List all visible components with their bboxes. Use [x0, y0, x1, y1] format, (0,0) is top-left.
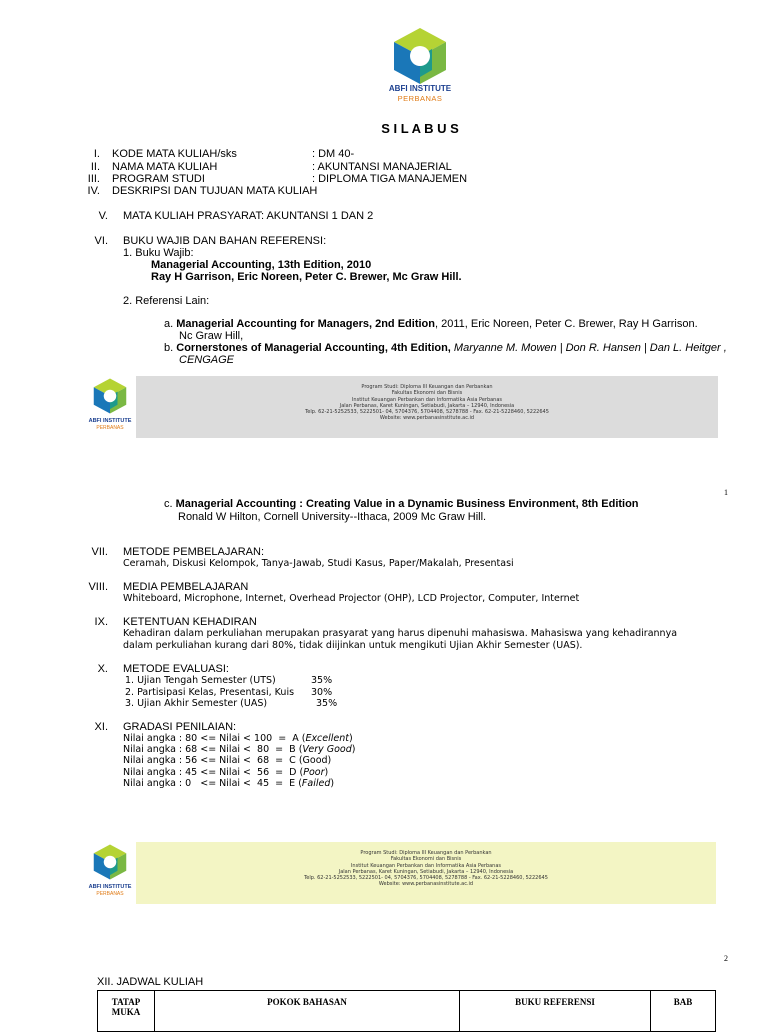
footer-line: Institut Keuangan Perbankan dan Informatika Asia Perbanas	[350, 862, 502, 869]
logo-text-line2: PERBANAS	[397, 94, 443, 103]
buku-wajib-heading	[123, 247, 194, 259]
referensi-a	[164, 318, 724, 330]
gradasi-tail: )	[330, 778, 335, 789]
referensi-c-line2: Ronald W Hilton, Cornell University--Ithaca, 2009 Mc Graw Hill.	[178, 511, 487, 523]
section-number: II.	[90, 161, 100, 173]
header-buku-referensi: BUKU REFERENSI	[460, 991, 651, 1032]
header-pokok-bahasan: POKOK BAHASAN	[155, 991, 460, 1032]
referensi-c	[164, 498, 744, 510]
gradasi-row	[123, 767, 328, 779]
reference-title: Managerial Accounting for Managers, 2nd Edition	[176, 318, 435, 330]
referensi-b-line2: CENGAGE	[179, 354, 235, 366]
table-header-row	[98, 991, 716, 1032]
reference-details: Maryanne M. Mowen | Don R. Hansen | Dan L. Heitger ,	[450, 342, 727, 354]
list-number: a.	[164, 318, 174, 330]
logo-text-line1: ABFI INSTITUTE	[88, 418, 132, 424]
section-number: XI.	[94, 721, 108, 733]
section-value: : DIPLOMA TIGA MANAJEMEN	[312, 173, 468, 185]
footer-line: Institut Keuangan Perbankan dan Informatika Asia Perbanas	[351, 396, 503, 403]
header-muka: MUKA	[111, 1007, 141, 1017]
gradasi-row	[123, 744, 356, 756]
gradasi-grade: Poor	[303, 767, 325, 778]
section-ix-body-1: Kehadiran dalam perkuliahan merupakan prasyarat yang harus dipenuhi mahasiswa. Mahasiswa yang kehadirannya	[123, 628, 678, 639]
referensi-lain-heading: 2. Referensi Lain:	[123, 295, 210, 307]
buku-wajib-authors: Ray H Garrison, Eric Noreen, Peter C. Brewer, Mc Graw Hill.	[151, 271, 462, 283]
section-ix-body-2: dalam perkuliahan kurang dari 80%, tidak diijinkan untuk mengikuti Ujian Akhir Semester (UAS).	[123, 640, 583, 651]
footer-line: Telp. 62-21-5252533, 5222501- 04, 5704376, 5704408, 5278788 - Fax. 62-21-5228460, 5222645	[304, 875, 548, 882]
section-number: X.	[97, 663, 108, 675]
list-label: Buku Wajib:	[135, 247, 194, 259]
footer-line: Fakultas Ekonomi dan Bisnis	[390, 856, 462, 863]
gradasi-row	[123, 778, 334, 790]
gradasi-text: Nilai angka : 0 <= Nilai < 45 = E (	[123, 778, 302, 789]
section-label: MEDIA PEMBELAJARAN	[123, 581, 249, 593]
gradasi-row	[123, 755, 331, 767]
section-number: III.	[87, 173, 100, 185]
section-label: GRADASI PENILAIAN:	[123, 721, 237, 733]
section-number: VII.	[91, 546, 108, 558]
evaluasi-name: 3. Ujian Akhir Semester (UAS)	[125, 698, 268, 709]
section-label: MATA KULIAH PRASYARAT: AKUNTANSI 1 DAN 2	[123, 210, 374, 222]
footer-address-box	[136, 376, 718, 438]
header-tatap-muka	[98, 991, 155, 1032]
section-label: DESKRIPSI DAN TUJUAN MATA KULIAH	[112, 185, 318, 197]
list-number: c.	[164, 498, 173, 510]
gradasi-text: Nilai angka : 56 <= Nilai < 68 = C (Good)	[123, 755, 332, 766]
section-label: METODE EVALUASI:	[123, 663, 229, 675]
footer-line: Jalan Perbanas, Karet Kuningan, Setiabudi, Jakarta – 12940, Indonesia	[339, 402, 515, 409]
jadwal-kuliah-table	[97, 990, 716, 1032]
evaluasi-item	[125, 687, 445, 699]
logo-cube-icon	[380, 26, 460, 86]
section-label: KETENTUAN KEHADIRAN	[123, 616, 257, 628]
footer-line: Website: www.perbanasinstitute.ac.id	[379, 415, 475, 422]
footer-line: Program Studi: Diploma III Keuangan dan Perbankan	[360, 850, 492, 856]
evaluasi-item	[125, 675, 445, 687]
section-label: KODE MATA KULIAH/sks	[112, 148, 237, 160]
logo-cube-icon	[85, 842, 135, 882]
footer-logo	[85, 842, 135, 912]
section-number: IX.	[94, 616, 108, 628]
footer-line: Website: www.perbanasinstitute.ac.id	[378, 881, 474, 888]
section-value: : AKUNTANSI MANAJERIAL	[312, 161, 452, 173]
footer-line: Fakultas Ekonomi dan Bisnis	[391, 390, 463, 397]
referensi-b	[164, 342, 744, 354]
reference-title: Cornerstones of Managerial Accounting, 4th Edition,	[176, 342, 451, 354]
footer-address-box	[136, 842, 716, 904]
section-vii-body: Ceramah, Diskusi Kelompok, Tanya-Jawab, Studi Kasus, Paper/Makalah, Presentasi	[123, 558, 514, 569]
section-viii-body: Whiteboard, Microphone, Internet, Overhead Projector (OHP), LCD Projector, Computer, Internet	[123, 593, 580, 604]
section-label: BUKU WAJIB DAN BAHAN REFERENSI:	[123, 235, 327, 247]
document-title: S I L A B U S	[381, 121, 459, 136]
list-number: b.	[164, 342, 174, 354]
logo-text-line1: ABFI INSTITUTE	[388, 84, 452, 93]
gradasi-text: Nilai angka : 80 <= Nilai < 100 = A (	[123, 733, 306, 744]
section-number: I.	[93, 148, 100, 160]
footer-line: Telp. 62-21-5252533, 5222501- 04, 5704376, 5704408, 5278788 - Fax. 62-21-5228460, 5222645	[305, 409, 549, 416]
logo-cube-icon	[85, 376, 135, 416]
footer-line: Jalan Perbanas, Karet Kuningan, Setiabudi, Jakarta – 12940, Indonesia	[338, 868, 514, 875]
gradasi-tail: )	[324, 767, 329, 778]
gradasi-grade: Excellent	[305, 733, 349, 744]
gradasi-text: Nilai angka : 68 <= Nilai < 80 = B (	[123, 744, 303, 755]
section-number: V.	[98, 210, 108, 222]
reference-title: Managerial Accounting : Creating Value in a Dynamic Business Environment, 8th Edition	[175, 498, 639, 510]
reference-details: , 2011, Eric Noreen, Peter C. Brewer, Ray H Garrison.	[434, 318, 698, 330]
header-tatap: TATAP	[111, 997, 141, 1007]
section-number: IV.	[87, 185, 100, 197]
referensi-a-line2: Nc Graw Hill,	[179, 330, 244, 342]
evaluasi-name: 1. Ujian Tengah Semester (UTS)	[125, 675, 276, 686]
gradasi-grade: Failed	[301, 778, 331, 789]
section-xii-heading: XII. JADWAL KULIAH	[97, 976, 204, 988]
section-number: VI.	[94, 235, 108, 247]
evaluasi-name: 2. Partisipasi Kelas, Presentasi, Kuis	[125, 687, 295, 698]
page-number: 1	[724, 488, 728, 497]
section-value: : DM 40-	[312, 148, 355, 160]
list-number: 1.	[123, 247, 133, 259]
gradasi-row	[123, 733, 353, 745]
evaluasi-percent: 30%	[311, 687, 333, 698]
buku-wajib-title: Managerial Accounting, 13th Edition, 2010	[151, 259, 372, 271]
section-label: PROGRAM STUDI	[112, 173, 205, 185]
header-bab: BAB	[651, 991, 716, 1032]
institute-logo	[380, 26, 460, 108]
gradasi-tail: )	[349, 733, 353, 744]
evaluasi-percent: 35%	[316, 698, 338, 709]
gradasi-grade: Very Good	[302, 744, 352, 755]
section-number: VIII.	[88, 581, 108, 593]
footer-line: Program Studi: Diploma III Keuangan dan Perbankan	[361, 384, 493, 390]
section-label: NAMA MATA KULIAH	[112, 161, 218, 173]
evaluasi-percent: 35%	[311, 675, 333, 686]
footer-logo	[85, 376, 135, 446]
gradasi-tail: )	[351, 744, 356, 755]
section-label: METODE PEMBELAJARAN:	[123, 546, 264, 558]
gradasi-text: Nilai angka : 45 <= Nilai < 56 = D (	[123, 767, 304, 778]
page-number: 2	[724, 954, 728, 963]
logo-text-line2: PERBANAS	[96, 891, 124, 897]
evaluasi-item	[125, 698, 445, 710]
logo-text-line2: PERBANAS	[96, 425, 124, 431]
logo-text-line1: ABFI INSTITUTE	[88, 884, 132, 890]
